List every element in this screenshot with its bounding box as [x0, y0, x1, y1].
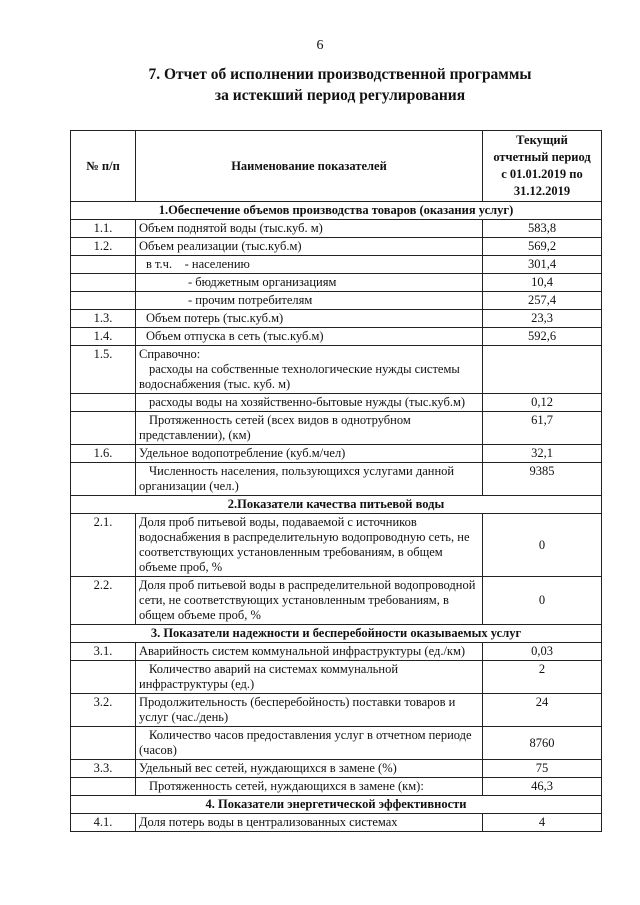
table-row [71, 814, 602, 832]
row-name: Аварийность систем коммунальной инфраструктуры (ед./км) [136, 643, 483, 661]
row-name: Удельный вес сетей, нуждающихся в замене (%) [136, 760, 483, 778]
row-value: 10,4 [483, 274, 602, 292]
row-name: Протяженность сетей, нуждающихся в замене (км): [136, 778, 483, 796]
row-num: 3.2. [71, 694, 136, 727]
table-row [71, 412, 602, 445]
table-row [71, 346, 602, 394]
section-row [71, 796, 602, 814]
table-row [71, 256, 602, 274]
row-num: 2.1. [71, 514, 136, 577]
title-line-1: 7. Отчет об исполнении производственной программы [148, 66, 532, 83]
row-name: Удельное водопотребление (куб.м/чел) [136, 445, 483, 463]
row-num: 2.2. [71, 577, 136, 625]
row-num: 3.1. [71, 643, 136, 661]
table-row [71, 394, 602, 412]
row-value: 23,3 [483, 310, 602, 328]
row-name-detail: расходы на собственные технологические нужды системы водоснабжения (тыс. куб. м) [139, 362, 460, 391]
row-num-empty [71, 463, 136, 496]
header-period-line-1: Текущий [516, 133, 568, 147]
row-value: 257,4 [483, 292, 602, 310]
row-num: 1.4. [71, 328, 136, 346]
table-row [71, 292, 602, 310]
row-num-empty [71, 412, 136, 445]
row-name: Продолжительность (бесперебойность) поставки товаров и услуг (час./день) [136, 694, 483, 727]
section-row [71, 496, 602, 514]
row-value: 46,3 [483, 778, 602, 796]
row-value: 32,1 [483, 445, 602, 463]
row-value: 0,12 [483, 394, 602, 412]
title-line-2: за истекший период регулирования [214, 87, 466, 104]
row-value: 0,03 [483, 643, 602, 661]
header-period [483, 131, 602, 202]
row-value: 75 [483, 760, 602, 778]
table-row [71, 274, 602, 292]
row-value: 24 [483, 694, 602, 727]
row-value: 0 [483, 514, 602, 577]
row-num-empty [71, 394, 136, 412]
row-num-empty [71, 256, 136, 274]
row-name: Доля проб питьевой воды, подаваемой с источников водоснабжения в распределительную водопроводную сеть, не соответствующих установленным требованиям, в общем объеме проб, % [136, 514, 483, 577]
production-program-table [70, 130, 602, 832]
row-value: 301,4 [483, 256, 602, 274]
header-num: № п/п [71, 131, 136, 202]
section-row [71, 625, 602, 643]
header-name: Наименование показателей [136, 131, 483, 202]
page-number: 6 [316, 38, 324, 53]
table-row [71, 577, 602, 625]
row-num: 3.3. [71, 760, 136, 778]
row-value: 569,2 [483, 238, 602, 256]
row-name: Объем отпуска в сеть (тыс.куб.м) [136, 328, 483, 346]
row-value [483, 346, 602, 394]
row-name: Численность населения, пользующихся услугами данной организации (чел.) [136, 463, 483, 496]
row-num: 1.1. [71, 220, 136, 238]
table-row [71, 328, 602, 346]
row-value: 583,8 [483, 220, 602, 238]
table-row [71, 220, 602, 238]
table-row [71, 238, 602, 256]
row-num: 1.6. [71, 445, 136, 463]
table-row [71, 760, 602, 778]
row-name: расходы воды на хозяйственно-бытовые нужды (тыс.куб.м) [136, 394, 483, 412]
table-row [71, 445, 602, 463]
row-name: Объем потерь (тыс.куб.м) [136, 310, 483, 328]
row-num-empty [71, 778, 136, 796]
row-name: Объем поднятой воды (тыс.куб. м) [136, 220, 483, 238]
row-name-ref: Справочно: [139, 347, 201, 361]
header-period-line-2: отчетный период [493, 150, 591, 164]
row-name: Протяженность сетей (всех видов в однотрубном представлении), (км) [136, 412, 483, 445]
row-name [136, 346, 483, 394]
row-num-empty [71, 292, 136, 310]
row-name: - прочим потребителям [136, 292, 483, 310]
row-num: 1.5. [71, 346, 136, 394]
table-row [71, 694, 602, 727]
row-num: 1.2. [71, 238, 136, 256]
row-value: 9385 [483, 463, 602, 496]
row-num: 1.3. [71, 310, 136, 328]
report-title [60, 64, 620, 106]
table-row [71, 310, 602, 328]
row-value: 592,6 [483, 328, 602, 346]
row-name: в т.ч. - населению [136, 256, 483, 274]
row-num-empty [71, 274, 136, 292]
table-row [71, 514, 602, 577]
row-value: 4 [483, 814, 602, 832]
row-name: Количество аварий на системах коммунальной инфраструктуры (ед.) [136, 661, 483, 694]
table-row [71, 778, 602, 796]
section-2-title: 2.Показатели качества питьевой воды [71, 496, 602, 514]
row-value: 61,7 [483, 412, 602, 445]
table-row [71, 463, 602, 496]
table-row [71, 727, 602, 760]
row-name: Доля проб питьевой воды в распределительной водопроводной сети, не соответствующих установленным требованиям, в общем объеме проб, % [136, 577, 483, 625]
row-name: Доля потерь воды в централизованных системах [136, 814, 483, 832]
section-3-title: 3. Показатели надежности и бесперебойности оказываемых услуг [71, 625, 602, 643]
section-4-title: 4. Показатели энергетической эффективности [71, 796, 602, 814]
row-value: 0 [483, 577, 602, 625]
row-name: - бюджетным организациям [136, 274, 483, 292]
row-name: Объем реализации (тыс.куб.м) [136, 238, 483, 256]
row-value: 2 [483, 661, 602, 694]
section-1-title: 1.Обеспечение объемов производства товаров (оказания услуг) [71, 202, 602, 220]
table-header-row [71, 131, 602, 202]
header-period-line-4: 31.12.2019 [513, 184, 571, 198]
row-num: 4.1. [71, 814, 136, 832]
section-row [71, 202, 602, 220]
row-name: Количество часов предоставления услуг в отчетном периоде (часов) [136, 727, 483, 760]
row-num-empty [71, 727, 136, 760]
header-period-line-3: с 01.01.2019 по [501, 167, 583, 181]
row-num-empty [71, 661, 136, 694]
row-value: 8760 [483, 727, 602, 760]
table-row [71, 661, 602, 694]
table-row [71, 643, 602, 661]
